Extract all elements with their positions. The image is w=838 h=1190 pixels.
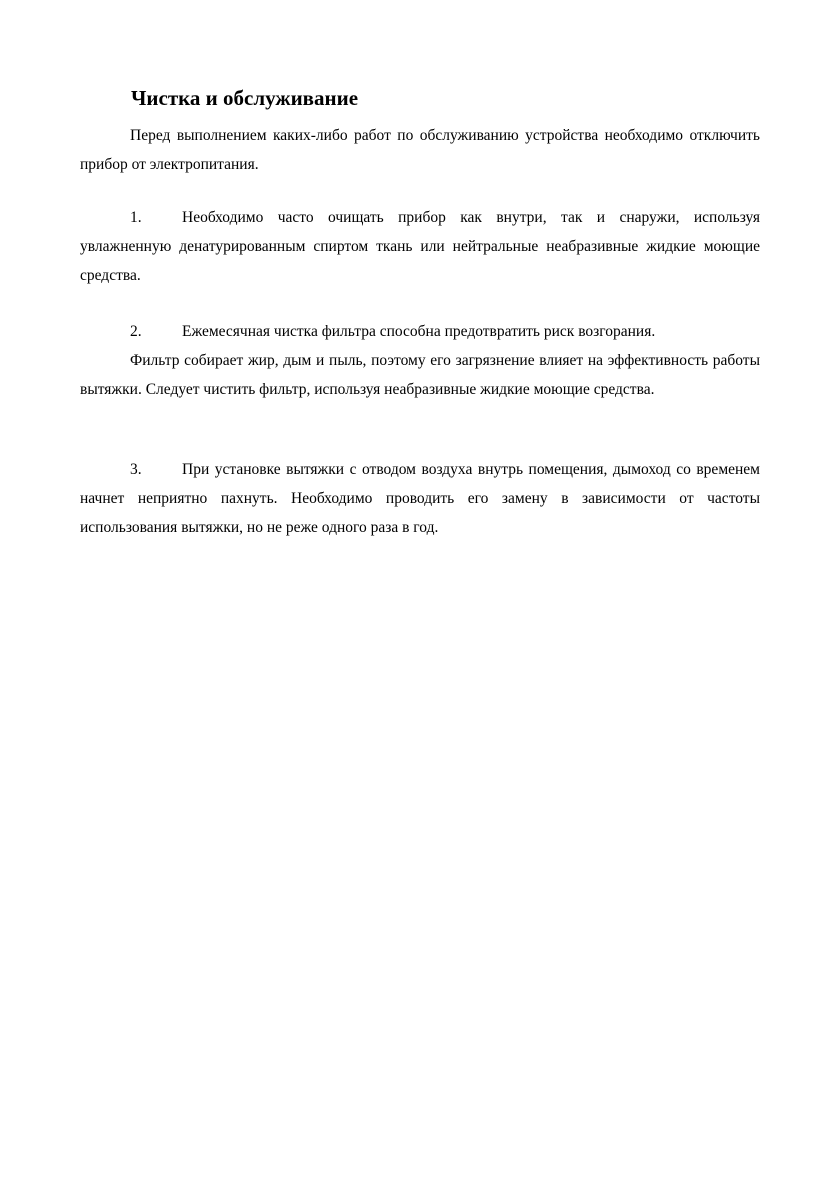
- list-item-2-continuation: Фильтр собирает жир, дым и пыль, поэтому его загрязнение влияет на эффективность работы вытяжки. Следует чистить фильтр, используя неабразивные жидкие моющие средства.: [80, 352, 760, 398]
- list-item-3-text: При установке вытяжки с отводом воздуха внутрь помещения, дымоход со временем начнет неприятно пахнуть. Необходимо проводить его замену в зависимости от частоты использования вытяжки, но не реже одного раза в год.: [80, 461, 760, 536]
- intro-paragraph: Перед выполнением каких-либо работ по обслуживанию устройства необходимо отключить прибор от электропитания.: [80, 127, 760, 173]
- list-item-3: [80, 455, 760, 542]
- list-item-1: [80, 203, 760, 290]
- list-item-1-text: Необходимо часто очищать прибор как внутри, так и снаружи, используя увлажненную денатурированным спиртом ткань или нейтральные неабразивные жидкие моющие средства.: [80, 209, 760, 284]
- list-item-3-number: 3.: [130, 461, 142, 478]
- list-item-1-number: 1.: [130, 209, 142, 226]
- list-item-2: [80, 317, 760, 346]
- list-item-2-text: Ежемесячная чистка фильтра способна предотвратить риск возгорания.: [182, 323, 656, 340]
- page-title: Чистка и обслуживание: [131, 86, 359, 110]
- list-item-2-number: 2.: [130, 323, 142, 340]
